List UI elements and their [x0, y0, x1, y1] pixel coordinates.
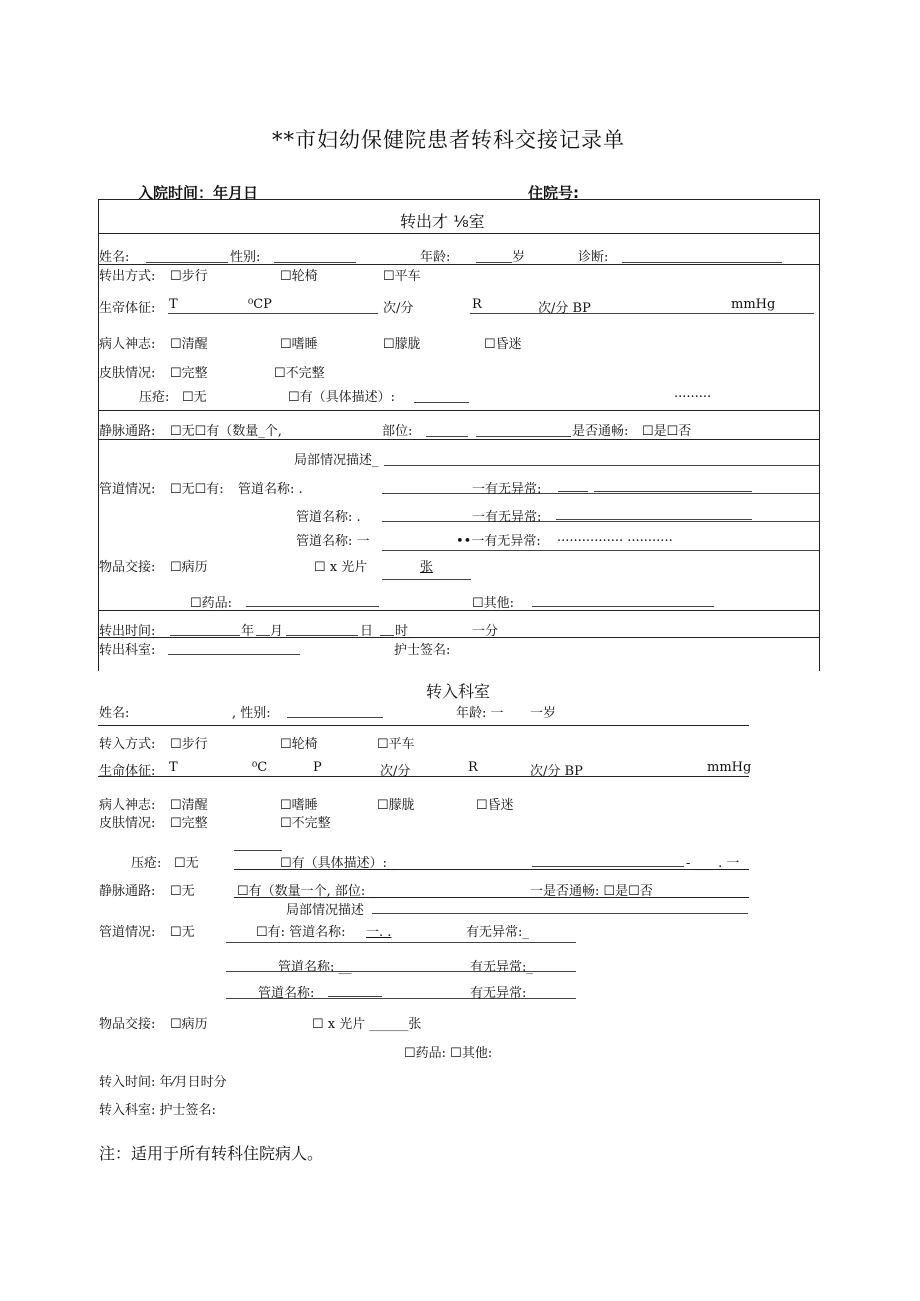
in-skin-intact-checkbox[interactable]: ☐完整 — [170, 816, 208, 831]
consciousness-hazy-checkbox[interactable]: ☐朦胧 — [383, 337, 421, 352]
in-consciousness-clear-checkbox[interactable]: ☐清醒 — [170, 798, 208, 813]
iv-position-label: 部位: — [382, 424, 413, 439]
in-dept-nurse: 转入科室: 护士签名: — [99, 1103, 216, 1118]
row-divider — [98, 637, 819, 638]
gender-field[interactable] — [274, 262, 356, 263]
diagnosis-label: 诊断: — [578, 250, 609, 265]
time-year: 年 — [241, 624, 255, 639]
consciousness-coma-checkbox[interactable]: ☐昏迷 — [484, 337, 522, 352]
in-sore-line-lead — [234, 850, 282, 851]
box-right-border — [819, 199, 820, 671]
items-record-checkbox[interactable]: ☐病历 — [170, 560, 208, 575]
time-hour: 时_ — [395, 624, 415, 639]
tube-abnormal-field-2b[interactable] — [556, 519, 752, 520]
dept-field[interactable] — [168, 654, 300, 655]
in-vitals-r: R — [468, 760, 478, 775]
gender-label: 性别: — [230, 250, 261, 265]
sore-dots: ......... — [674, 386, 712, 401]
age-label: 年龄: — [420, 250, 451, 265]
in-items-record-checkbox[interactable]: ☐病历 — [170, 1017, 208, 1032]
in-vitals-label: 生命体征: — [99, 764, 156, 779]
method-label: 转出方式: — [99, 269, 156, 284]
in-name-label: 姓名: — [99, 706, 130, 721]
method-wheelchair-checkbox[interactable]: ☐轮椅 — [280, 269, 318, 284]
tube-dots-3: ................ ........... — [557, 530, 673, 545]
local-desc-field[interactable] — [384, 465, 819, 466]
row-divider — [98, 776, 749, 777]
nurse-sign-label: 护士签名: — [394, 643, 451, 658]
tube-line-2[interactable] — [382, 521, 819, 522]
consciousness-label: 病人神志: — [99, 337, 156, 352]
items-other-field[interactable] — [532, 606, 714, 607]
consciousness-drowsy-checkbox[interactable]: ☐嗜睡 — [280, 337, 318, 352]
in-tube-name-value: 一. . — [366, 925, 392, 940]
row-divider — [98, 233, 819, 234]
name-label: 姓名: — [99, 250, 130, 265]
in-items-drug-other[interactable]: ☐药品: ☐其他: — [404, 1046, 493, 1061]
in-sore-yes-checkbox[interactable]: ☐有（具体描述）: _ — [280, 856, 398, 871]
box-top-border — [98, 199, 819, 200]
tube-line-1[interactable] — [382, 493, 819, 494]
in-iv-yes-checkbox[interactable]: ☐有（数量一个, 部位: _ — [237, 884, 376, 899]
in-age-label: 年龄: 一 — [456, 706, 504, 721]
vitals-label: 生帝体征: — [99, 301, 156, 316]
iv-position-field[interactable] — [426, 436, 468, 437]
time-label: 转出时间: — [99, 624, 156, 639]
vitals-bp: 次/分 BP — [538, 301, 591, 316]
tube-abnormal-field[interactable] — [558, 491, 588, 492]
in-vitals-mmhg: mmHg — [707, 760, 752, 775]
in-tube-abnormal-3: 有无异常: — [470, 986, 527, 1001]
tube-options[interactable]: ☐无☐有: — [170, 482, 224, 497]
items-xray-checkbox[interactable]: ☐ x 光片 — [314, 560, 368, 575]
in-skin-label: 皮肤情况: — [99, 816, 156, 831]
in-sore-none-checkbox[interactable]: ☐无 — [174, 856, 199, 871]
footnote: 注：适用于所有转科住院病人。 — [99, 1144, 324, 1163]
in-vitals-bp: 次/分 BP — [530, 764, 583, 779]
time-month-field[interactable] — [256, 635, 270, 636]
age-unit: 岁 — [512, 250, 526, 265]
admission-time-label: 入院时间：年月日 — [138, 184, 259, 202]
row-divider — [98, 410, 819, 411]
in-age-unit: 一岁 — [530, 706, 557, 721]
form-title: **市妇幼保健院患者转科交接记录单 — [272, 128, 625, 152]
time-year-field[interactable] — [170, 635, 240, 636]
in-tube-line-2[interactable] — [226, 971, 576, 972]
in-method-flatcar-checkbox[interactable]: ☐平车 — [377, 737, 415, 752]
in-sore-desc-field[interactable] — [532, 866, 684, 867]
in-items-label: 物品交接: — [99, 1017, 156, 1032]
vitals-cp: ⁰CP — [248, 297, 272, 312]
row-divider — [234, 869, 749, 870]
in-local-desc-field[interactable] — [372, 913, 748, 914]
vitals-per-min: 次/分 — [383, 301, 414, 316]
name-field[interactable] — [146, 262, 228, 263]
in-time: 转入时间: 年⁄月日时分 — [99, 1075, 227, 1090]
in-iv-patent[interactable]: 一是否通畅: ☐是☐否 — [530, 884, 653, 899]
in-gender-label: , 性别: — [232, 706, 271, 721]
time-day-field[interactable] — [286, 635, 358, 636]
row-divider — [98, 439, 819, 440]
sore-none-checkbox[interactable]: ☐无 — [182, 390, 207, 405]
in-method-walk-checkbox[interactable]: ☐步行 — [170, 737, 208, 752]
time-month: 月 — [270, 624, 284, 639]
time-minute: 一分 — [472, 624, 499, 639]
in-vitals-t: T — [169, 760, 178, 775]
tube-abnormal-field-2[interactable] — [594, 491, 752, 492]
items-drug-field[interactable] — [246, 606, 379, 607]
items-sheet-unit: 张 — [420, 560, 434, 575]
items-drug-checkbox[interactable]: ☐药品: — [190, 596, 233, 611]
in-tube-name-3-field[interactable] — [328, 996, 382, 997]
row-divider — [98, 725, 749, 726]
iv-position-field-2[interactable] — [476, 436, 571, 437]
in-method-wheelchair-checkbox[interactable]: ☐轮椅 — [280, 737, 318, 752]
in-method-label: 转入方式: — [99, 737, 156, 752]
in-consciousness-drowsy-checkbox[interactable]: ☐嗜睡 — [280, 798, 318, 813]
in-tube-name-3: 管道名称: — [258, 986, 315, 1001]
in-tube-line-1[interactable] — [226, 942, 576, 943]
sore-label: 压疮: — [139, 390, 170, 405]
tube-name-label: 管道名称: . — [238, 482, 303, 497]
dept-label: 转出科室: — [99, 643, 156, 658]
age-field[interactable] — [476, 262, 512, 263]
in-local-desc-label: 局部情况描述 — [286, 903, 365, 918]
items-other-checkbox[interactable]: ☐其他: — [472, 596, 515, 611]
in-items-xray-checkbox[interactable]: ☐ x 光片 ______张 — [312, 1017, 422, 1032]
sore-desc-field[interactable] — [414, 402, 469, 403]
items-xray-field[interactable] — [382, 579, 471, 580]
tube-line-3[interactable] — [382, 550, 819, 551]
in-tube-line-3[interactable] — [226, 998, 576, 999]
skin-not-intact-checkbox[interactable]: ☐不完整 — [274, 366, 325, 381]
vitals-r: R — [472, 297, 482, 312]
tube-abnormal-label-3: ••一有无异常: — [456, 534, 541, 549]
local-desc-label: 局部情况描述_ — [294, 453, 379, 468]
tube-name-label-3: 管道名称: 一 — [296, 534, 370, 549]
in-tube-none-checkbox[interactable]: ☐无 — [170, 925, 195, 940]
in-sore-label: 压疮: — [131, 856, 162, 871]
in-tube-name-2: 管道名称: __ — [278, 960, 352, 975]
transfer-out-heading: 转出才 ⅛室 — [400, 212, 485, 231]
iv-label: 静脉通路: — [99, 424, 156, 439]
in-consciousness-label: 病人神志: — [99, 798, 156, 813]
in-sore-tail: - ___ . 一 — [686, 856, 740, 871]
iv-options[interactable]: ☐无☐有（数量_个, — [170, 424, 282, 439]
vitals-t: T — [169, 297, 178, 312]
tube-name-label-2: 管道名称: . — [296, 510, 361, 525]
in-consciousness-hazy-checkbox[interactable]: ☐朦胧 — [377, 798, 415, 813]
in-iv-label: 静脉通路: — [99, 884, 156, 899]
skin-label: 皮肤情况: — [99, 366, 156, 381]
time-hour-field[interactable] — [380, 635, 394, 636]
transfer-in-heading: 转入科室 — [426, 682, 491, 701]
row-divider — [98, 610, 819, 611]
vitals-line[interactable] — [168, 313, 378, 314]
in-gender-field[interactable] — [287, 717, 383, 718]
tube-label: 管道情况: — [99, 482, 156, 497]
in-vitals-p: P — [313, 760, 322, 775]
in-iv-none-checkbox[interactable]: ☐无 — [170, 884, 195, 899]
tube-abnormal-label-2: 一有无异常: — [472, 510, 542, 525]
in-tube-label: 管道情况: — [99, 925, 156, 940]
method-walk-checkbox[interactable]: ☐步行 — [170, 269, 208, 284]
inpatient-no-label: 住院号: — [528, 184, 579, 202]
in-vitals-c: ⁰C — [252, 760, 268, 775]
in-tube-abnormal-1: 有无异常:_ — [466, 925, 529, 940]
vitals-line[interactable] — [470, 313, 814, 314]
iv-patent-options[interactable]: ☐是☐否 — [642, 424, 692, 439]
in-tube-abnormal-2: 有无异常:_ — [470, 960, 533, 975]
time-day: 日 — [360, 624, 374, 639]
in-consciousness-coma-checkbox[interactable]: ☐昏迷 — [476, 798, 514, 813]
consciousness-clear-checkbox[interactable]: ☐清醒 — [170, 337, 208, 352]
in-skin-not-intact-checkbox[interactable]: ☐不完整 — [280, 816, 331, 831]
items-label: 物品交接: — [99, 560, 156, 575]
in-vitals-per-min: 次/分 — [380, 764, 411, 779]
method-flatcar-checkbox[interactable]: ☐平车 — [383, 269, 421, 284]
tube-abnormal-label: 一有无异常: — [472, 482, 542, 497]
row-divider — [234, 897, 749, 898]
sore-yes-checkbox[interactable]: ☐有（具体描述）: — [288, 390, 396, 405]
diagnosis-field[interactable] — [622, 262, 782, 263]
skin-intact-checkbox[interactable]: ☐完整 — [170, 366, 208, 381]
iv-patent-label: 是否通畅: — [572, 424, 629, 439]
vitals-mmhg: mmHg — [731, 297, 776, 312]
in-tube-yes-checkbox[interactable]: ☐有: 管道名称: — [256, 925, 346, 940]
